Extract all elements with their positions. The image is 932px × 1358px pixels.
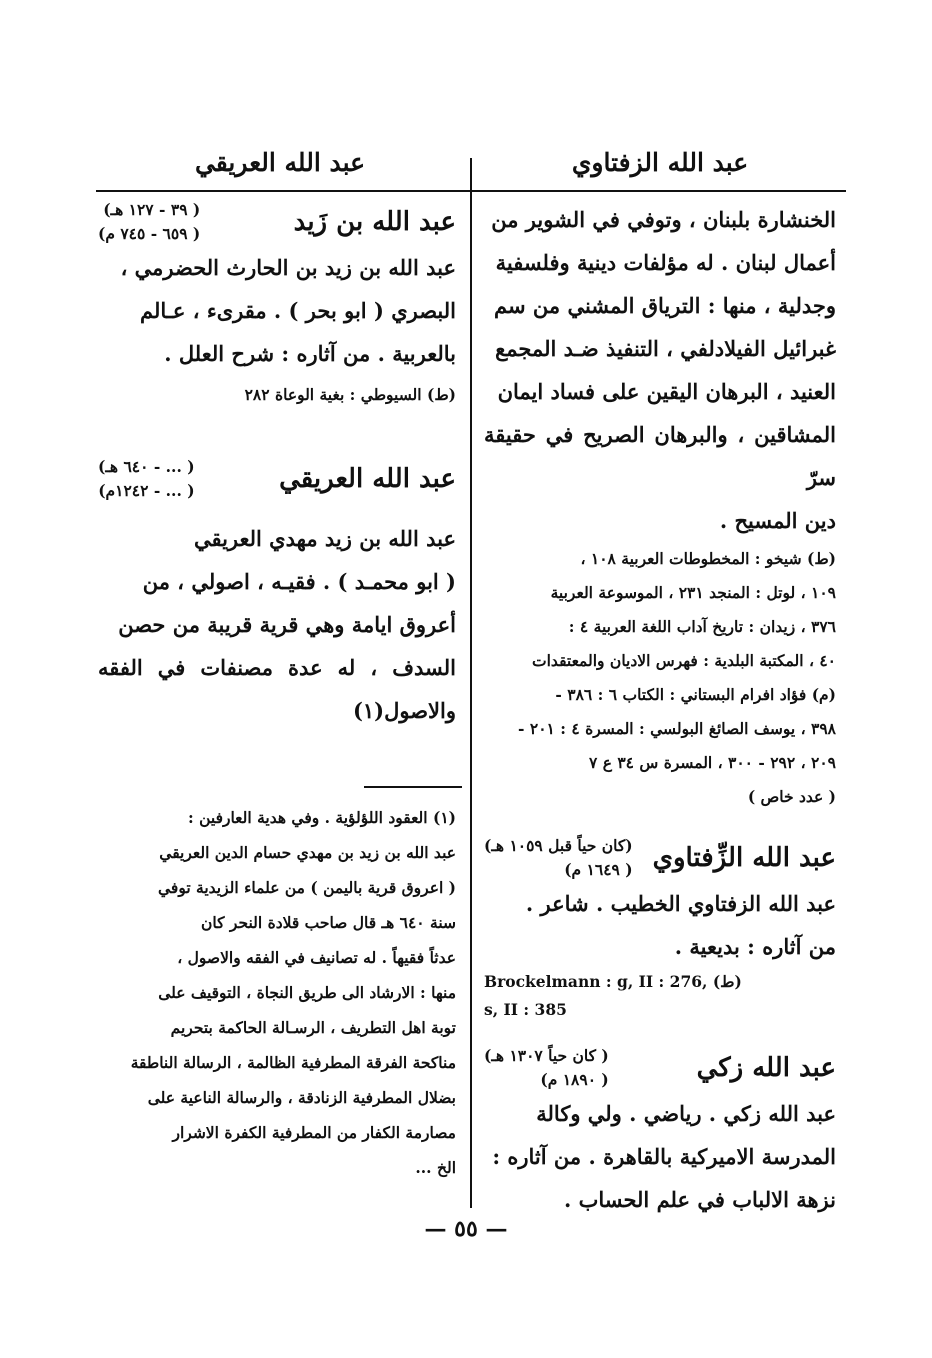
entry-dates xyxy=(98,198,200,246)
text-line: عبد الله الزفتاوي الخطيب . شاعر . xyxy=(525,891,836,916)
entry-name: عبد الله الزِّفتاوي xyxy=(652,843,836,873)
page-number: — ٥٥ — xyxy=(424,1216,508,1242)
text-line: أعمال لبنان . له مؤلفات دينية وفلسفية xyxy=(495,250,836,275)
entry-heading xyxy=(98,198,456,246)
footnote-line: عبد الله بن زيد بن مهدي حسام الدين العريقي xyxy=(159,843,456,862)
footnote xyxy=(98,800,456,1185)
running-header-left: عبد الله العريقي xyxy=(194,148,366,177)
text-line: المشاقين ، والبرهان الصريح في حقيقة سرّ xyxy=(484,422,836,490)
text-line: وجدلية ، منها : الترياق المشني من سم xyxy=(494,293,836,318)
reference-line: (ط) السيوطي : بغية الوعاة ٢٨٢ xyxy=(244,385,456,404)
text-line: الخنشارة بلبنان ، وتوفي في الشوير من xyxy=(491,207,836,232)
entry-dates xyxy=(484,834,633,882)
text-line: المدرسة الاميركية بالقاهرة . من آثاره : xyxy=(492,1144,836,1169)
running-header-right: عبد الله الزفتاوي xyxy=(571,148,749,177)
text-line: السدف ، له عدة مصنفات في الفقه والاصول(١) xyxy=(98,655,456,723)
reference-line: ٣٩٨ ، يوسف الصائغ البولسي : المسرة ٤ : ٢٠١ - xyxy=(518,719,836,738)
footnote-line: مناكحة الفرقة المطرفية الظالمة ، الرسالة الناطقة xyxy=(130,1053,456,1072)
footnote-rule xyxy=(364,786,462,788)
dates-gregorian: ( ١٨٩٠ م) xyxy=(540,1070,609,1089)
footnote-line: الخ ... xyxy=(415,1158,456,1177)
reference-latin: Brockelmann : g, II : 276, (ط) xyxy=(484,972,742,991)
footnote-line: مصارمة الكفار من المطرفية الكفرة الاشرار xyxy=(172,1123,456,1142)
column-divider xyxy=(470,158,472,1208)
entry-heading xyxy=(484,834,836,882)
reference-line: (ط) شيخو : المخطوطات العربية ١٠٨ ، xyxy=(580,549,836,568)
entry-heading xyxy=(98,455,456,503)
reference-line: ٢٠٩ ، ٢٩٢ - ٣٠٠ ، المسرة س ٣٤ ع ٧ xyxy=(588,753,836,772)
reference-latin: s, II : 385 xyxy=(484,1000,567,1019)
footnote-line: سنة ٦٤٠ هـ قال صاحب قلادة النحر كان xyxy=(201,913,456,932)
reference-line: ٣٧٦ ، زيدان : تاريخ آداب اللغة العربية ٤ : xyxy=(568,617,836,636)
dates-hijri: ( ... - ٦٤٠ هـ) xyxy=(98,457,195,476)
text-line: أعروق ايامة وهي قرية قريبة من حصن xyxy=(118,612,456,637)
footnote-line: (١) العقود اللؤلؤية . وفي هدية العارفين : xyxy=(187,808,456,827)
text-line: من آثاره : بديعية . xyxy=(674,934,836,959)
footnote-line: منها : الارشاد الى طريق النجاة ، التوقيف على xyxy=(158,983,456,1002)
text-line: نزهة الالباب في علم الحساب . xyxy=(563,1187,836,1212)
dates-gregorian: ( ٦٥٩ - ٧٤٥ م) xyxy=(98,224,201,243)
left-column xyxy=(98,198,456,732)
entry-name: عبد الله العريقي xyxy=(279,464,456,494)
dates-hijri: (كان حياً قبل ١٠٥٩ هـ) xyxy=(484,836,633,855)
text-line: ( ابو محمـد ) . فقيـه ، اصولي ، من xyxy=(142,569,456,594)
right-column xyxy=(484,198,836,1221)
text-line: البصري ( ابو بحر ) . مقرىء ، عـالم xyxy=(140,298,456,323)
dates-hijri: ( كان حياً ١٣٠٧ هـ) xyxy=(484,1046,609,1065)
text-line: عبد الله زكي . رياضي . ولي وكالة xyxy=(536,1101,836,1126)
entry-name: عبد الله زكي xyxy=(696,1053,836,1083)
text-line: دين المسيح . xyxy=(719,508,836,533)
footnote-line: عدثاً فقيهاً . له تصانيف في الفقه والاصول ، xyxy=(177,948,456,967)
dates-gregorian: ( ١٦٤٩ م) xyxy=(564,860,633,879)
dates-hijri: ( ٣٩ - ١٢٧ هـ) xyxy=(103,200,201,219)
footnote-line: توبة اهل التطريف ، الرسـالة الحاكمة بتحريم xyxy=(170,1018,456,1037)
text-line: عبد الله بن زيد بن الحارث الحضرمي ، xyxy=(120,255,456,280)
text-line: غبرائيل الفيلادلفي ، التنفيذ ضـد المجمع xyxy=(495,336,836,361)
text-line: عبد الله بن زيد مهدي العريقي xyxy=(193,526,456,551)
dates-gregorian: ( ... - ١٢٤٢م) xyxy=(98,481,195,500)
reference-line: ١٠٩ ، لوتل : المنجد ٢٣١ ، الموسوعة العربية xyxy=(550,583,836,602)
entry-dates xyxy=(484,1044,609,1092)
text-line: بالعربية . من آثاره : شرح العلل . xyxy=(164,341,456,366)
reference-line: ( عدد خاص ) xyxy=(747,787,836,806)
reference-line: ٤٠ ، المكتبة البلدية : فهرس الاديان والمعتقدات xyxy=(532,651,836,670)
text-line: العنيد ، البرهان اليقين على فساد ايمان xyxy=(497,379,836,404)
reference-line: (م) فؤاد افرام البستاني : الكتاب ٦ : ٣٨٦ - xyxy=(555,685,836,704)
entry-dates xyxy=(98,455,195,503)
entry-name: عبد الله بن زَيد xyxy=(293,207,456,237)
entry-heading xyxy=(484,1044,836,1092)
footnote-line: بضلال المطرفية الزنادقة ، والرسالة الناعية على xyxy=(147,1088,456,1107)
footnote-line: ( اعروق قرية باليمن ) من علماء الزيدية توفي xyxy=(158,878,456,897)
